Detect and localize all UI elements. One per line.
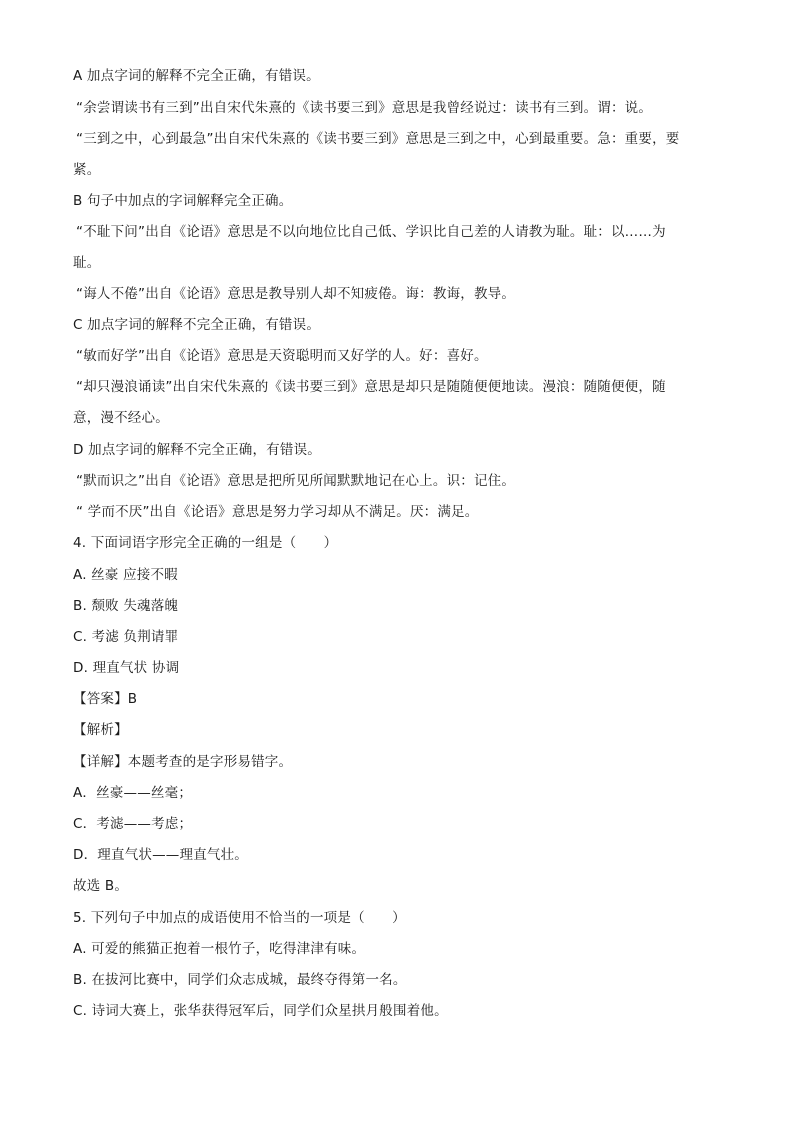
text-line: 紧。 [73,162,101,178]
option-a: A. 可爱的熊猫正抱着一根竹子，吃得津津有味。 [73,941,366,957]
analysis-label: 【解析】 [73,722,128,738]
text-line: D．理直气状——理直气壮。 [73,847,248,863]
question-5-title: 5. 下列句子中加点的成语使用不恰当的一项是（ ） [73,910,406,926]
option-b: B. 颓败 失魂落魄 [73,598,179,614]
option-c: C. 诗词大赛上，张华获得冠军后，同学们众星拱月般围着他。 [73,1003,448,1019]
detail-line: 【详解】本题考查的是字形易错字。 [73,754,293,770]
option-b: B. 在拔河比赛中，同学们众志成城，最终夺得第一名。 [73,972,407,988]
text-line: “ 学而不厌”出自《论语》意思是努力学习却从不满足。厌：满足。 [76,504,479,520]
text-line: “三到之中，心到最急”出自宋代朱熹的《读书要三到》意思是三到之中，心到最重要。急：重要，要 [76,131,680,147]
option-d: D. 理直气状 协调 [73,660,180,676]
answer-label: 【答案】B [73,691,138,707]
option-c: C. 考滤 负荆请罪 [73,629,179,645]
text-line: 意，漫不经心。 [73,410,169,426]
question-4-title: 4. 下面词语字形完全正确的一组是（ ） [73,535,338,551]
text-line: “敏而好学”出自《论语》意思是天资聪明而又好学的人。好：喜好。 [76,348,488,364]
text-line: 故选 B。 [73,878,129,894]
text-line: “却只漫浪诵读”出自宋代朱熹的《读书要三到》意思是却只是随随便便地读。漫浪：随随便便，随 [76,379,666,395]
text-line: “余尝谓读书有三到”出自宋代朱熹的《读书要三到》意思是我曾经说过：读书有三到。谓：说。 [76,100,653,116]
option-a: A. 丝豪 应接不暇 [73,567,178,583]
text-line: “诲人不倦”出自《论语》意思是教导别人却不知疲倦。诲：教诲，教导。 [76,286,516,302]
text-line: 耻。 [73,255,101,271]
text-line: “默而识之”出自《论语》意思是把所见所闻默默地记在心上。识：记住。 [76,473,516,489]
text-line: C．考滤——考虑； [73,816,193,832]
text-line: B 句子中加点的字词解释完全正确。 [73,193,293,209]
text-line: D 加点字词的解释不完全正确，有错误。 [73,442,321,458]
text-line: C 加点字词的解释不完全正确，有错误。 [73,317,321,333]
text-line: A 加点字词的解释不完全正确，有错误。 [73,68,320,84]
text-line: A．丝豪——丝毫； [73,785,193,801]
text-line: “不耻下问”出自《论语》意思是不以向地位比自己低、学识比自己差的人请教为耻。耻：以……为 [76,224,666,240]
